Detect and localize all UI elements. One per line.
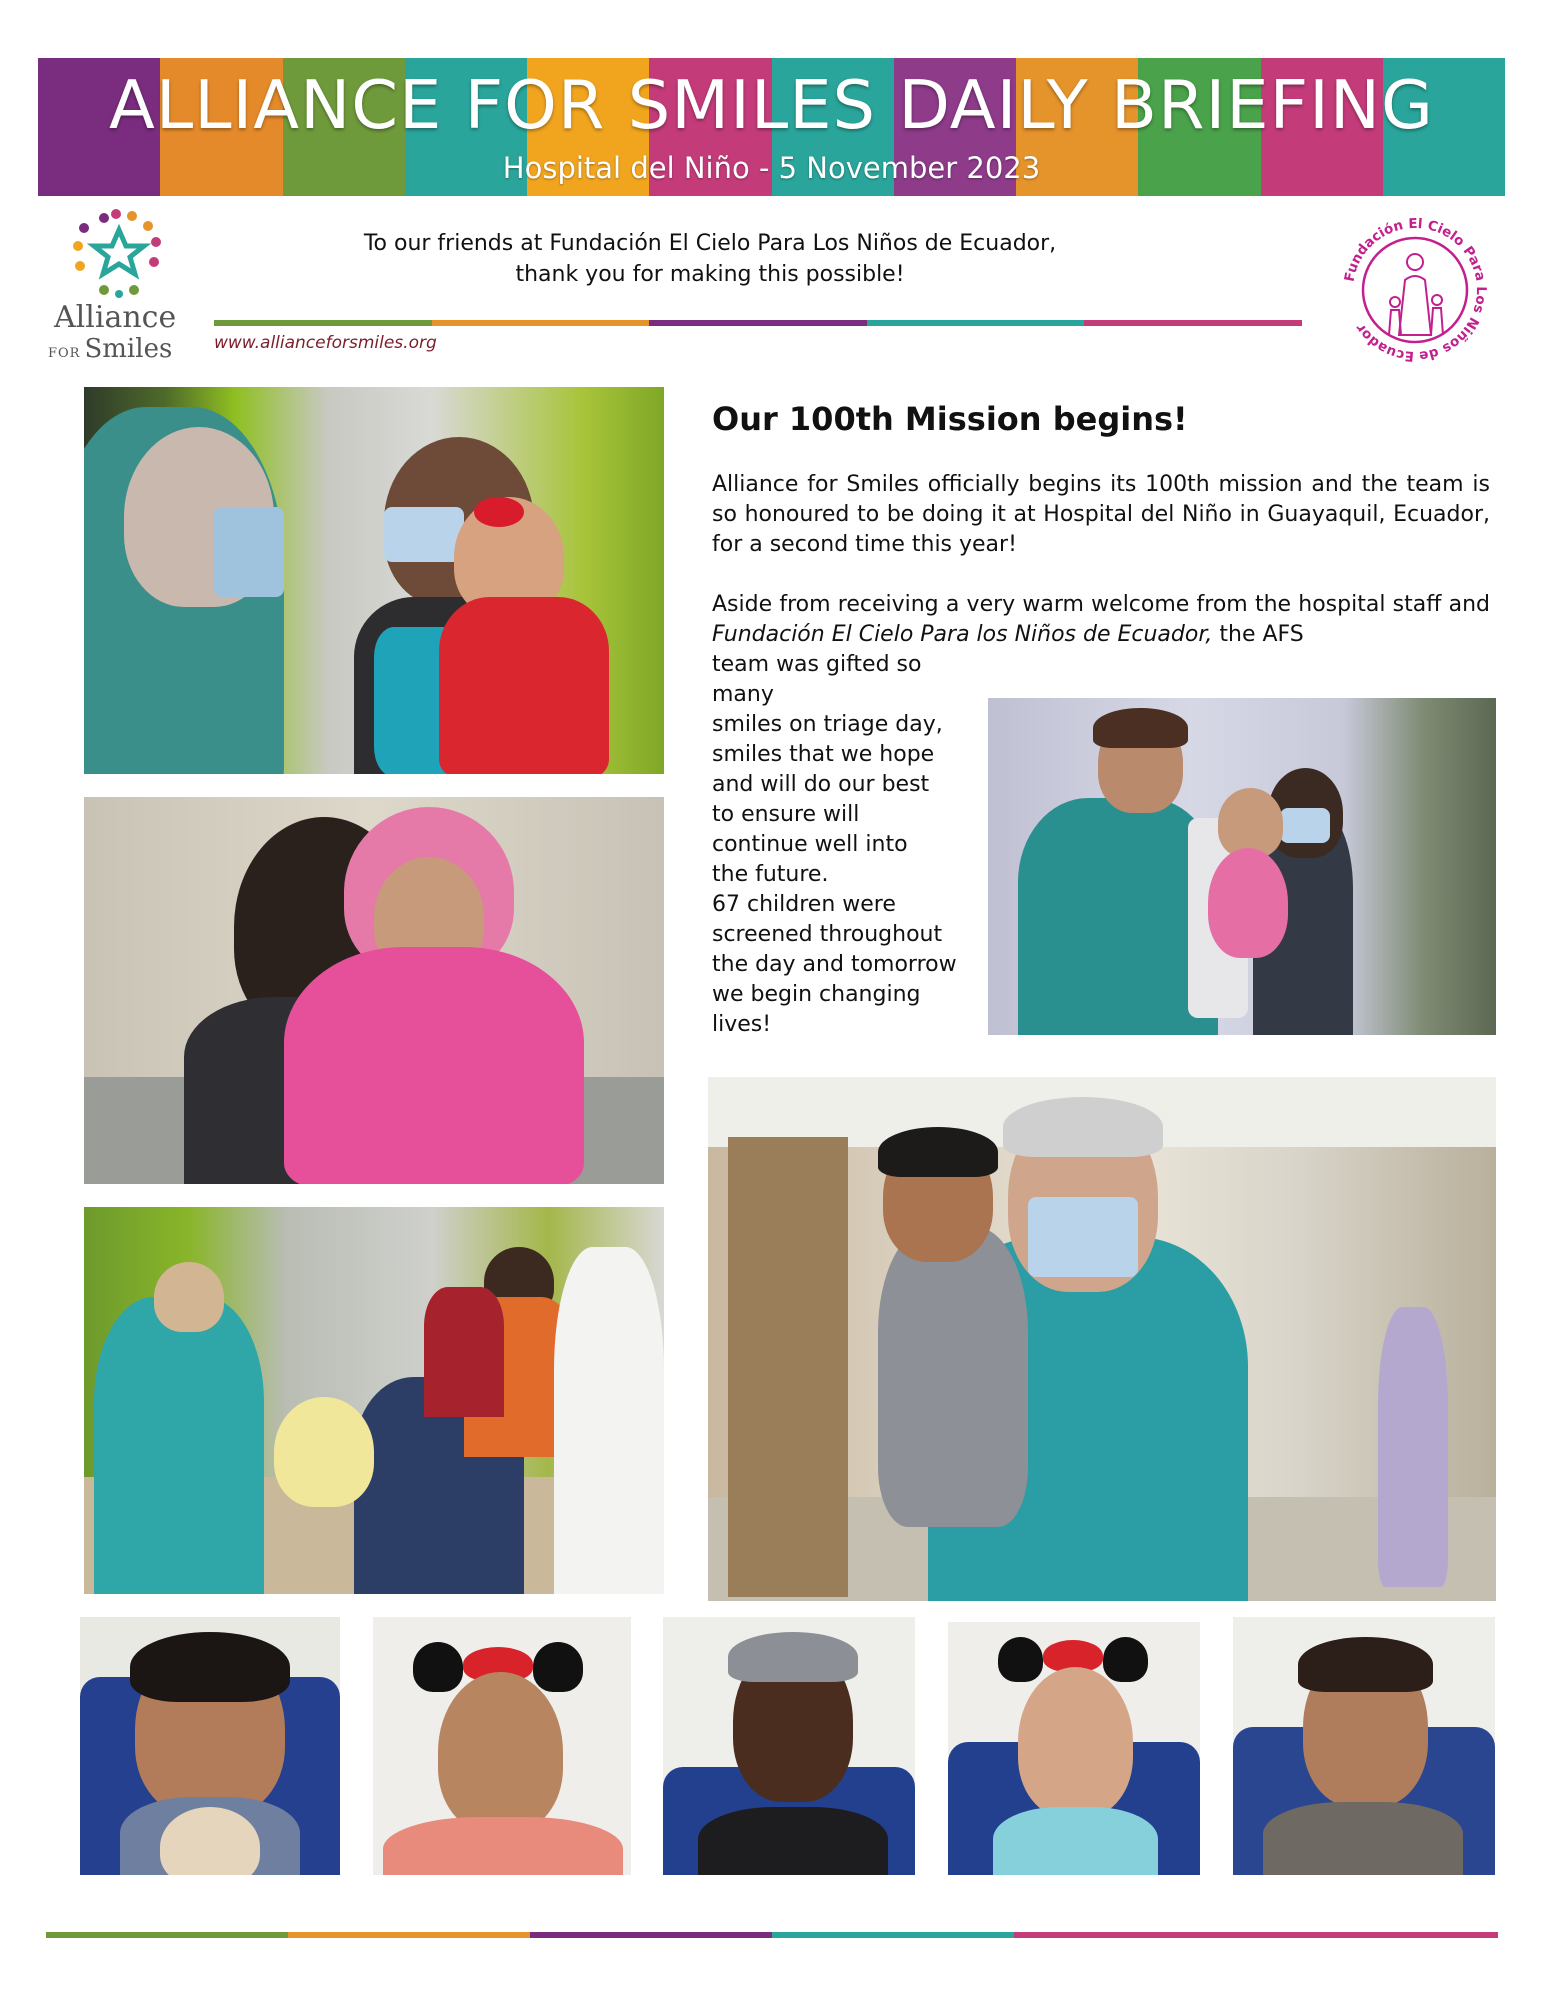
- rule-segment: [214, 320, 432, 326]
- banner-subtitle: Hospital del Niño - 5 November 2023: [502, 151, 1041, 185]
- logo-text-for: FOR: [48, 346, 81, 361]
- rule-segment: [1084, 320, 1302, 326]
- rule-segment: [867, 320, 1085, 326]
- portrait-child-2: [373, 1617, 631, 1875]
- smiles-star-icon: [64, 208, 174, 300]
- thank-you-message: [300, 228, 1120, 290]
- article-paragraph-2-continued: [712, 650, 982, 890]
- header-color-rule: [214, 320, 1302, 326]
- text-line: continue well into: [712, 832, 908, 857]
- text-line: smiles on triage day,: [712, 712, 943, 737]
- text-line: team was gifted so many: [712, 652, 922, 707]
- logo-text-smiles-word: Smiles: [84, 334, 173, 364]
- fundacion-seal: [1335, 210, 1495, 370]
- portrait-child-4: [948, 1622, 1200, 1875]
- portrait-child-5: [1233, 1617, 1495, 1875]
- photo-volunteer-holding-child: [708, 1077, 1496, 1601]
- logo-text-smiles: [48, 334, 172, 364]
- text-line: the day and tomorrow: [712, 952, 957, 977]
- rule-segment: [1014, 1932, 1256, 1938]
- website-link[interactable]: www.allianceforsmiles.org: [214, 333, 437, 353]
- article-paragraph-3: [712, 890, 982, 1040]
- banner-title: ALLIANCE FOR SMILES DAILY BRIEFING: [109, 66, 1434, 144]
- rule-segment: [46, 1932, 288, 1938]
- briefing-banner: [38, 58, 1505, 196]
- article-heading: Our 100th Mission begins!: [712, 400, 1188, 438]
- rule-segment: [772, 1932, 1014, 1938]
- thank-you-line-1: To our friends at Fundación El Cielo Para Los Niños de Ecuador,: [363, 231, 1057, 256]
- article-paragraph-2-intro: [712, 590, 1490, 650]
- thank-you-line-2: thank you for making this possible!: [515, 262, 905, 287]
- alliance-for-smiles-logo: [44, 208, 184, 363]
- logo-text-alliance: Alliance: [54, 300, 177, 335]
- portrait-child-3: [663, 1617, 915, 1875]
- rule-segment: [1256, 1932, 1498, 1938]
- text-line: we begin changing: [712, 982, 921, 1007]
- text-line: screened throughout: [712, 922, 943, 947]
- portrait-child-1: [80, 1617, 340, 1875]
- paragraph-2-text-end: the AFS: [1212, 622, 1304, 647]
- text-line: smiles that we hope: [712, 742, 935, 767]
- text-line: and will do our best: [712, 772, 930, 797]
- photo-team-screening-desk: [84, 1207, 664, 1594]
- text-line: 67 children were: [712, 892, 896, 917]
- footer-color-rule: [46, 1932, 1498, 1938]
- text-line: lives!: [712, 1012, 772, 1037]
- photo-baby-pink-hoodie: [84, 797, 664, 1184]
- photo-mother-baby-triage: [84, 387, 664, 774]
- rule-segment: [530, 1932, 772, 1938]
- paragraph-2-text: Aside from receiving a very warm welcome from the hospital staff and: [712, 592, 1490, 617]
- rule-segment: [288, 1932, 530, 1938]
- article-paragraph-1: Alliance for Smiles officially begins its 100th mission and the team is so honoured to be doing it at Hospital del Niño in Guayaquil, Ecuador, for a second time this year!: [712, 472, 1490, 557]
- rule-segment: [649, 320, 867, 326]
- paragraph-2-foundation-name: Fundación El Cielo Para los Niños de Ecuador,: [712, 622, 1213, 647]
- rule-segment: [432, 320, 650, 326]
- photo-volunteer-with-family: [988, 698, 1496, 1035]
- seal-text: Fundación El Cielo Para Los Niños de Ecuador: [1341, 215, 1490, 365]
- seal-figures-icon: [1389, 254, 1443, 335]
- text-line: the future.: [712, 862, 829, 887]
- text-line: to ensure will: [712, 802, 860, 827]
